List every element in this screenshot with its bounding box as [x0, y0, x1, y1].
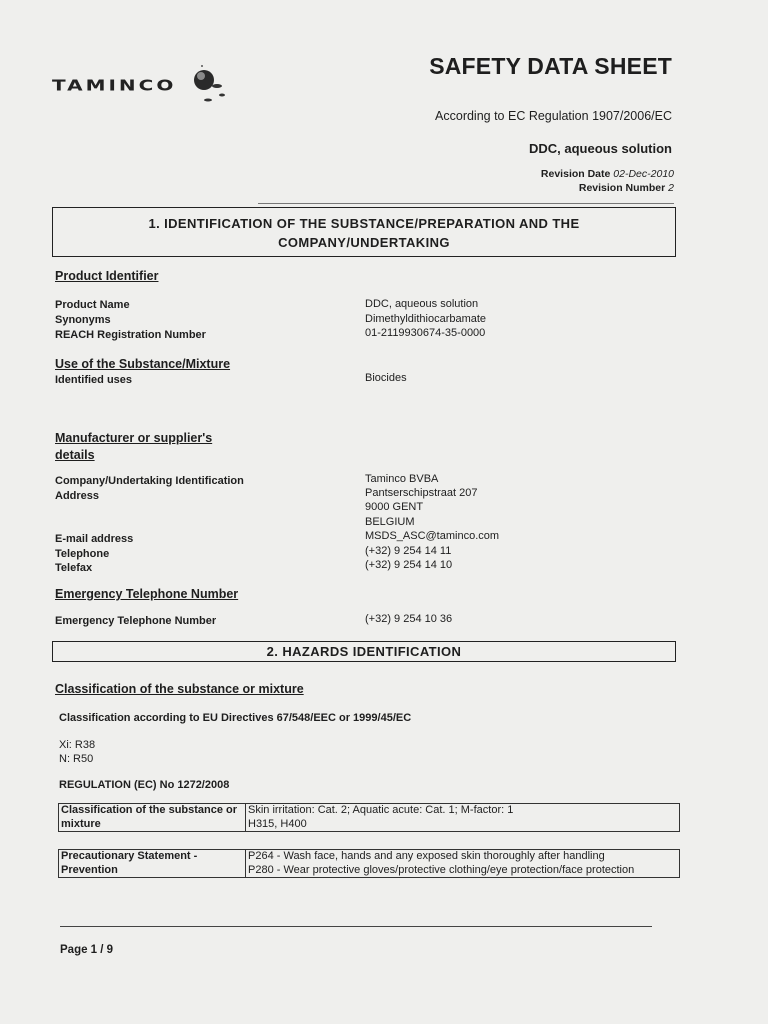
revision-date-label: Revision Date: [540, 168, 611, 180]
section1-title-line2: COMPANY/UNDERTAKING: [278, 235, 450, 250]
header-divider: [258, 203, 674, 204]
revision-date-value: 02-Dec-2010: [613, 168, 674, 180]
address-label: Address: [55, 490, 100, 502]
regulation-text: REGULATION (EC) No 1272/2008: [59, 779, 230, 791]
synonyms-value: Dimethyldithiocarbamate: [365, 313, 487, 325]
emergency-heading: Emergency Telephone Number: [55, 587, 239, 601]
classification-code: Xi: R38: [59, 739, 96, 751]
address-line1: Pantserschipstraat 207: [365, 487, 478, 499]
synonyms-label: Synonyms: [55, 314, 111, 326]
manufacturer-heading: [55, 430, 212, 464]
reach-label: REACH Registration Number: [55, 329, 206, 341]
revision-date: [420, 168, 674, 180]
company-label: Company/Undertaking Identification: [55, 475, 244, 487]
table-value-cell: [246, 804, 680, 832]
section2-header: 2. HAZARDS IDENTIFICATION: [52, 641, 676, 662]
table-row: [59, 804, 680, 832]
identified-uses-value: Biocides: [365, 372, 407, 384]
telephone-value: (+32) 9 254 14 11: [365, 545, 452, 557]
address-line3: BELGIUM: [365, 516, 415, 528]
table-key-cell: [59, 850, 246, 878]
product-name-value: DDC, aqueous solution: [365, 298, 479, 310]
emergency-value: (+32) 9 254 10 36: [365, 613, 453, 625]
regulation-reference: According to EC Regulation 1907/2006/EC: [435, 109, 672, 123]
page-number: Page 1 / 9: [60, 944, 114, 956]
manufacturer-heading-line2: details: [55, 448, 95, 462]
company-logo: [50, 60, 240, 110]
product-name-label: Product Name: [55, 299, 130, 311]
company-value: Taminco BVBA: [365, 473, 439, 485]
email-value: MSDS_ASC@taminco.com: [365, 530, 500, 542]
telefax-value: (+32) 9 254 14 10: [365, 559, 453, 571]
email-label: E-mail address: [55, 533, 134, 545]
footer-divider: [60, 926, 652, 927]
precautionary-table: [58, 849, 680, 878]
eu-directives-text: Classification according to EU Directives 67/548/EEC or 1999/45/EC: [59, 712, 412, 724]
telephone-label: Telephone: [55, 548, 110, 560]
section1-header: [52, 207, 676, 257]
table-value-cell: [246, 850, 680, 878]
classification-table: [58, 803, 680, 832]
emergency-label: Emergency Telephone Number: [55, 615, 217, 627]
table-value-line: P264 - Wash face, hands and any exposed skin thoroughly after handling: [248, 850, 605, 862]
identified-uses-label: Identified uses: [55, 374, 133, 386]
address-line2: 9000 GENT: [365, 501, 424, 513]
classification-heading: Classification of the substance or mixture: [55, 682, 304, 696]
table-value-line: Skin irritation: Cat. 2; Aquatic acute: Cat. 1; M-factor: 1: [248, 804, 514, 816]
product-title: DDC, aqueous solution: [529, 141, 672, 156]
product-identifier-heading: Product Identifier: [55, 269, 159, 283]
table-key-cell: [59, 804, 246, 832]
table-value-line: P280 - Wear protective gloves/protective clothing/eye protection/face protection: [248, 863, 635, 876]
classification-code: N: R50: [59, 753, 94, 765]
section1-title-line1: 1. IDENTIFICATION OF THE SUBSTANCE/PREPARATION AND THE: [148, 216, 580, 231]
table-value-line: H315, H400: [248, 817, 307, 830]
table-key-line: Prevention: [61, 863, 118, 876]
table-key-line: mixture: [61, 817, 101, 830]
use-heading: Use of the Substance/Mixture: [55, 357, 231, 371]
manufacturer-heading-line1: Manufacturer or supplier's: [55, 431, 213, 445]
revision-number-value: 2: [668, 182, 674, 194]
table-key-line: Precautionary Statement -: [61, 850, 198, 862]
table-row: [59, 850, 680, 878]
revision-number-label: Revision Number: [578, 182, 666, 194]
reach-value: 01-2119930674-35-0000: [365, 327, 486, 339]
revision-number: [420, 182, 674, 194]
logo-globe-icon: [190, 64, 238, 110]
logo-wordmark: TAMINCO: [52, 76, 177, 94]
table-key-line: Classification of the substance or: [61, 804, 238, 816]
telefax-label: Telefax: [55, 562, 93, 574]
document-title: SAFETY DATA SHEET: [429, 53, 672, 79]
